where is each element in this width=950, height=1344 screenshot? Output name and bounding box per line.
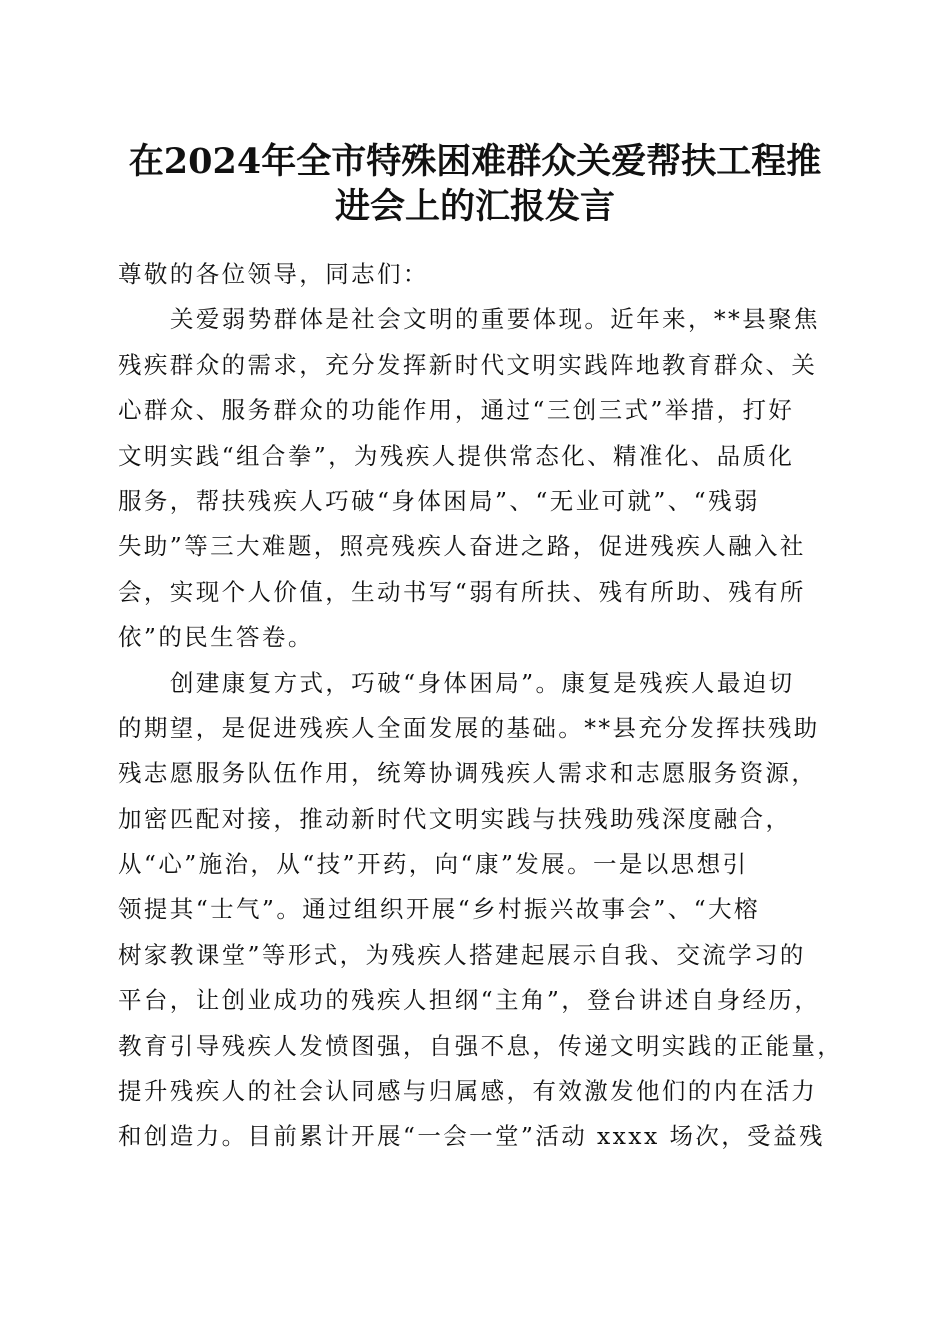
paragraph-line: 文明实践“组合拳”，为残疾人提供常态化、精准化、品质化 xyxy=(118,441,795,470)
paragraph-line: 残志愿服务队伍作用，统筹协调残疾人需求和志愿服务资源， xyxy=(118,759,818,788)
paragraph-line: 依”的民生答卷。 xyxy=(118,623,314,652)
paragraph-line: 残疾群众的需求，充分发挥新时代文明实践阵地教育群众、关 xyxy=(118,350,818,379)
paragraph-line: 平台，让创业成功的残疾人担纲“主角”，登台讲述自身经历， xyxy=(118,986,821,1015)
paragraph-line: 心群众、服务群众的功能作用，通过“三创三式”举措，打好 xyxy=(118,396,795,425)
paragraph-line: 领提其“士气”。通过组织开展“乡村振兴故事会”、“大榕 xyxy=(118,895,760,924)
paragraph-line: 会，实现个人价值，生动书写“弱有所扶、残有所助、残有所 xyxy=(118,577,806,606)
paragraph-line: 从“心”施治，从“技”开药，向“康”发展。一是以思想引 xyxy=(118,850,749,879)
title-line-1: 在2024年全市特殊困难群众关爱帮扶工程推 xyxy=(128,141,822,182)
paragraph-line: 和创造力。目前累计开展“一会一堂”活动 xxxx 场次，受益残 xyxy=(118,1122,825,1151)
paragraph-line: 服务，帮扶残疾人巧破“身体困局”、“无业可就”、“残弱 xyxy=(118,486,760,515)
paragraph-line: 教育引导残疾人发愤图强，自强不息，传递文明实践的正能量， xyxy=(118,1031,844,1060)
paragraph-line: 失助”等三大难题，照亮残疾人奋进之路，促进残疾人融入社 xyxy=(118,532,806,561)
paragraph-line: 提升残疾人的社会认同感与归属感，有效激发他们的内在活力 xyxy=(118,1077,818,1106)
paragraph-line: 创建康复方式，巧破“身体困局”。康复是残疾人最迫切 xyxy=(170,668,795,697)
paragraph-2 xyxy=(118,661,844,1160)
paragraph-line: 的期望，是促进残疾人全面发展的基础。**县充分发挥扶残助 xyxy=(118,713,820,742)
paragraph-line: 关爱弱势群体是社会文明的重要体现。近年来，**县聚焦 xyxy=(170,305,820,334)
paragraph-line: 树家教课堂”等形式，为残疾人搭建起展示自我、交流学习的 xyxy=(118,940,806,969)
paragraph-1 xyxy=(118,297,830,660)
paragraph-line: 加密匹配对接，推动新时代文明实践与扶残助残深度融合， xyxy=(118,804,792,833)
title-line-2: 进会上的汇报发言 xyxy=(334,186,615,228)
salutation: 尊敬的各位领导，同志们： xyxy=(118,260,429,288)
document-body xyxy=(118,252,844,1160)
document-title xyxy=(100,138,850,229)
